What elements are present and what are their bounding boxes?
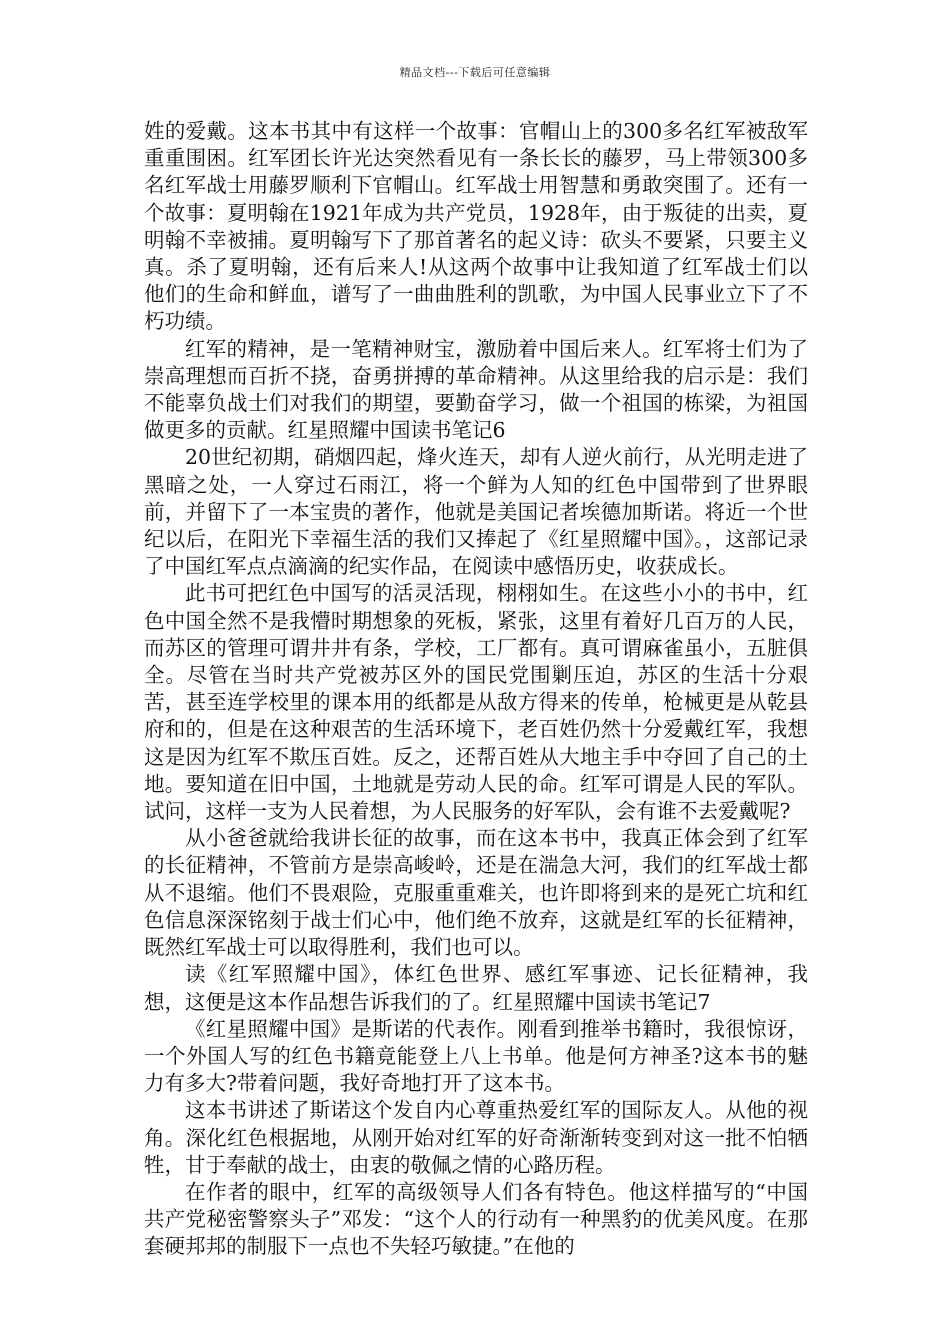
paragraph: 《红星照耀中国》是斯诺的代表作。刚看到推举书籍时，我很惊讶，一个外国人写的红色书籍竟能登上八上书单。他是何方神圣?这本书的魅力有多大?带着问题，我好奇地打开了这本书。 bbox=[144, 1016, 808, 1096]
paragraph: 姓的爱戴。这本书其中有这样一个故事：官帽山上的300多名红军被敌军重重围困。红军团长许光达突然看见有一条长长的藤罗，马上带领300多名红军战士用藤罗顺利下官帽山。红军战士用智慧和勇敢突围了。还有一个故事：夏明翰在1921年成为共产党员，1928年，由于叛徒的出卖，夏明翰不幸被捕。夏明翰写下了那首著名的起义诗：砍头不要紧，只要主义真。杀了夏明翰，还有后来人!从这两个故事中让我知道了红军战士们以他们的生命和鲜血，谱写了一曲曲胜利的凯歌，为中国人民事业立下了不朽功绩。 bbox=[144, 119, 808, 334]
paragraph: 在作者的眼中，红军的高级领导人们各有特色。他这样描写的“中国共产党秘密警察头子”邓发：“这个人的行动有一种黑豹的优美风度。在那套硬邦邦的制服下一点也不失轻巧敏捷。”在他的 bbox=[144, 1179, 808, 1259]
page-header: 精品文档---下载后可任意编辑 bbox=[399, 66, 551, 79]
paragraph: 读《红军照耀中国》，体红色世界、感红军事迹、记长征精神，我想，这便是这本作品想告诉我们的了。红星照耀中国读书笔记7 bbox=[144, 962, 808, 1014]
paragraph: 此书可把红色中国写的活灵活现，栩栩如生。在这些小小的书中，红色中国全然不是我懵时期想象的死板，紧张，这里有着好几百万的人民，而苏区的管理可谓井井有条，学校，工厂都有。真可谓麻雀虽小，五脏俱全。尽管在当时共产党被苏区外的国民党围剿压迫，苏区的生活十分艰苦，甚至连学校里的课本用的纸都是从敌方得来的传单，枪械更是从乾县府和的，但是在这种艰苦的生活环境下，老百姓仍然十分爱戴红军，我想这是因为红军不欺压百姓。反之，还帮百姓从大地主手中夺回了自己的土地。要知道在旧中国，土地就是劳动人民的命。红军可谓是人民的军队。试问，这样一支为人民着想，为人民服务的好军队，会有谁不去爱戴呢? bbox=[144, 581, 808, 824]
paragraph: 红军的精神，是一笔精神财宝，激励着中国后来人。红军将士们为了崇高理想而百折不挠，奋勇拼搏的革命精神。从这里给我的启示是：我们不能辜负战士们对我们的期望，要勤奋学习，做一个祖国的栋梁，为祖国做更多的贡献。红星照耀中国读书笔记6 bbox=[144, 336, 808, 443]
document-body bbox=[144, 118, 808, 1261]
paragraph: 20世纪初期，硝烟四起，烽火连天，却有人逆火前行，从光明走进了黑暗之处，一人穿过石雨江，将一个鲜为人知的红色中国带到了世界眼前，并留下了一本宝贵的著作，他就是美国记者埃德加斯诺。将近一个世纪以后，在阳光下幸福生活的我们又捧起了《红星照耀中国》。，这部记录了中国红军点点滴滴的纪实作品，在阅读中感悟历史，收获成长。 bbox=[144, 445, 808, 579]
paragraph: 从小爸爸就给我讲长征的故事，而在这本书中，我真正体会到了红军的长征精神，不管前方是崇高峻岭，还是在湍急大河，我们的红军战士都从不退缩。他们不畏艰险，克服重重难关，也许即将到来的是死亡坑和红色信息深深铭刻于战士们心中，他们绝不放弃，这就是红军的长征精神，既然红军战士可以取得胜利，我们也可以。 bbox=[144, 826, 808, 960]
paragraph: 这本书讲述了斯诺这个发自内心尊重热爱红军的国际友人。从他的视角。深化红色根据地，从刚开始对红军的好奇渐渐转变到对这一批不怕牺牲，甘于奉献的战士，由衷的敬佩之情的心路历程。 bbox=[144, 1098, 808, 1177]
